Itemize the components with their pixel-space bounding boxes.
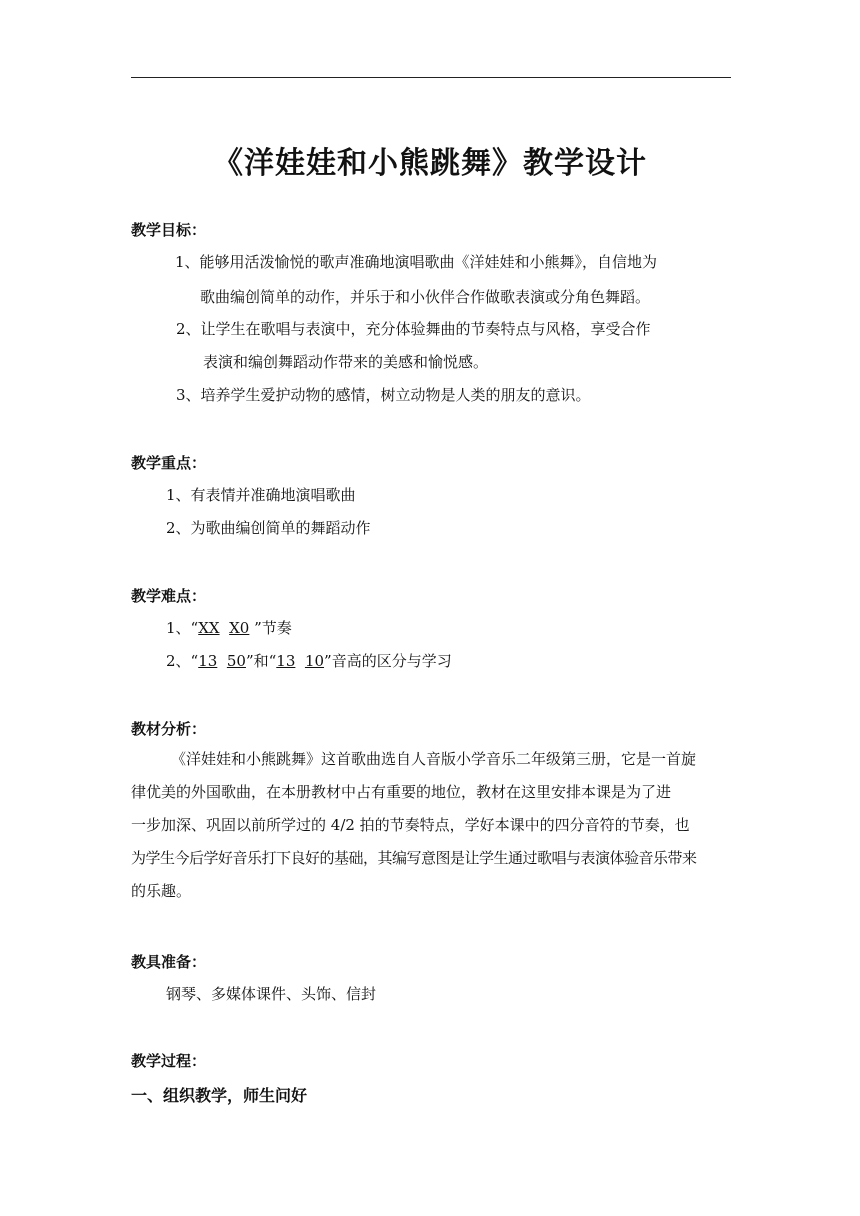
goal-1-line-2: 歌曲编创简单的动作，并乐于和小伙伴合作做歌表演或分角色舞蹈。 — [200, 288, 651, 306]
document-title: 《洋娃娃和小熊跳舞》教学设计 — [213, 146, 647, 181]
difficulty-2-mid: ”和“ — [245, 652, 277, 670]
pitch-50: 50 — [226, 652, 246, 670]
difficulty-2-prefix: 2、“ — [166, 652, 199, 670]
pitch-13-b: 13 — [276, 652, 296, 670]
goal-3-line-1: 3、培养学生爱护动物的感情，树立动物是人类的朋友的意识。 — [176, 386, 591, 404]
materials-list: 钢琴、多媒体课件、头饰、信封 — [166, 985, 377, 1003]
header-rule — [131, 77, 731, 78]
goal-1-line-1: 1、能够用活泼愉悦的歌声准确地演唱歌曲《洋娃娃和小熊舞》，自信地为 — [175, 253, 658, 271]
analysis-line-1: 《洋娃娃和小熊跳舞》这首歌曲选自人音版小学音乐二年级第三册，它是一首旋 — [171, 750, 697, 768]
pitch-13-a: 13 — [198, 652, 218, 670]
goals-heading: 教学目标： — [131, 221, 207, 239]
difficulty-1-suffix: ”节奏 — [249, 619, 292, 637]
process-section-1: 一、组织教学，师生问好 — [131, 1086, 308, 1105]
process-heading: 教学过程： — [131, 1052, 207, 1070]
analysis-line-3: 一步加深、巩固以前所学过的 4/2 拍的节奏特点，学好本课中的四分音符的节奏，也 — [131, 816, 690, 834]
difficulty-1-prefix: 1、“ — [166, 619, 199, 637]
difficulty-1 — [166, 618, 292, 638]
key-point-1: 1、有表情并准确地演唱歌曲 — [166, 486, 356, 504]
materials-heading: 教具准备： — [131, 953, 207, 971]
difficulties-heading: 教学难点： — [131, 587, 207, 605]
key-points-heading: 教学重点： — [131, 454, 207, 472]
difficulty-2-suffix: ”音高的区分与学习 — [324, 652, 452, 670]
goal-2-line-2: 表演和编创舞蹈动作带来的美感和愉悦感。 — [203, 353, 489, 371]
analysis-line-4: 为学生今后学好音乐打下良好的基础，其编写意图是让学生通过歌唱与表演体验音乐带来 — [131, 849, 697, 867]
difficulty-2 — [166, 651, 452, 671]
analysis-line-5: 的乐趣。 — [131, 882, 192, 900]
rhythm-x0: X0 — [229, 619, 250, 637]
analysis-line-2: 律优美的外国歌曲，在本册教材中占有重要的地位，教材在这里安排本课是为了进 — [131, 783, 672, 801]
pitch-10: 10 — [304, 652, 325, 670]
goal-2-line-1: 2、让学生在歌唱与表演中，充分体验舞曲的节奏特点与风格，享受合作 — [176, 320, 651, 338]
rhythm-xx: XX — [198, 619, 220, 637]
analysis-paragraph — [131, 743, 731, 908]
key-point-2: 2、为歌曲编创简单的舞蹈动作 — [166, 519, 371, 537]
analysis-heading: 教材分析： — [131, 720, 207, 738]
